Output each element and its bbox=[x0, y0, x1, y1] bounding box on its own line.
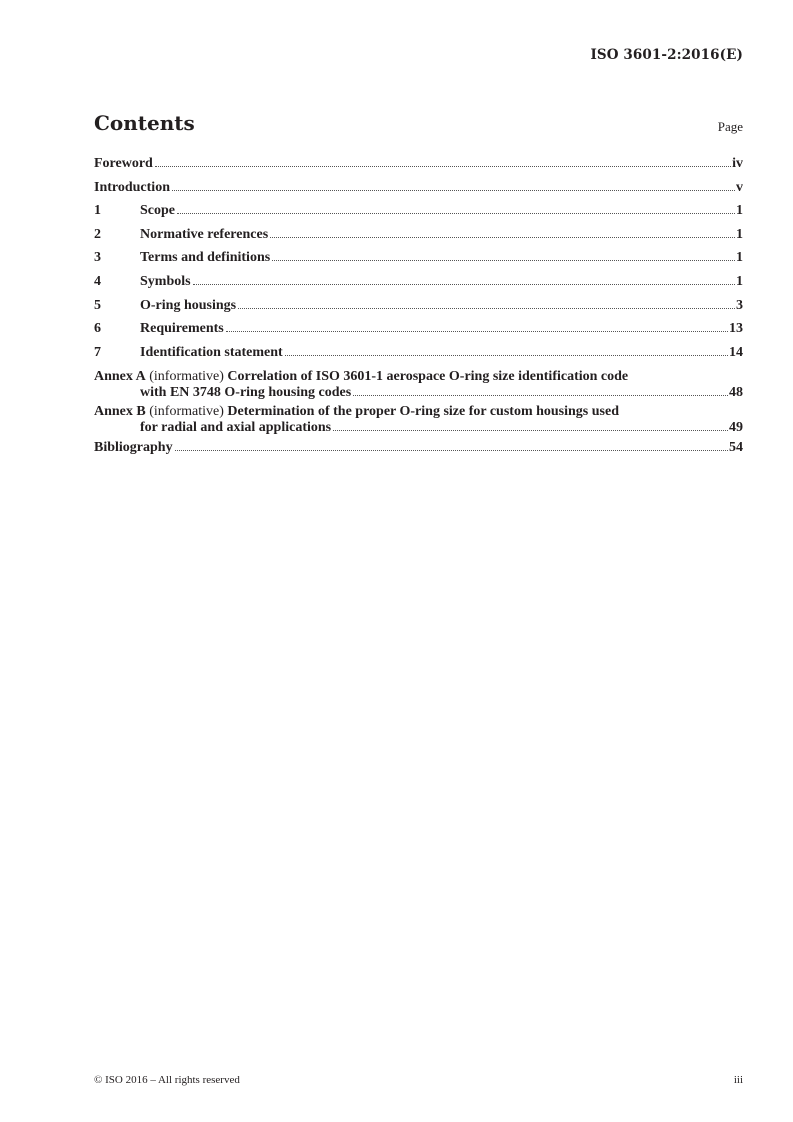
annex-type: (informative) bbox=[149, 369, 224, 385]
toc-entry-title: Normative references bbox=[140, 226, 269, 242]
annex-title: Correlation of ISO 3601-1 aerospace O-ring size identification code bbox=[227, 369, 629, 385]
document-id: ISO 3601-2:2016(E) bbox=[590, 47, 743, 63]
toc-entry-page: 3 bbox=[736, 297, 743, 313]
dot-leader bbox=[353, 395, 728, 396]
toc-entry-page: 48 bbox=[729, 385, 743, 401]
annex-type: (informative) bbox=[149, 404, 224, 420]
toc-entry-page: 1 bbox=[736, 250, 743, 266]
page-column-heading: Page bbox=[717, 119, 743, 134]
toc-entry-page: 1 bbox=[736, 273, 743, 289]
copyright-notice: © ISO 2016 – All rights reserved bbox=[94, 1074, 240, 1086]
toc-entry-number: 5 bbox=[94, 297, 101, 313]
toc-entry-page: 49 bbox=[729, 420, 743, 436]
toc-entry-terms-definitions[interactable] bbox=[94, 249, 743, 273]
toc-entry-annex-b[interactable] bbox=[94, 404, 743, 436]
toc-entry-title: Identification statement bbox=[140, 344, 283, 360]
toc-entry-title: Foreword bbox=[94, 156, 153, 171]
toc-entry-title: Requirements bbox=[140, 321, 224, 337]
toc-entry-o-ring-housings[interactable] bbox=[94, 297, 743, 321]
annex-title-continued: for radial and axial applications bbox=[140, 420, 332, 436]
annex-title: Determination of the proper O-ring size for custom housings used bbox=[227, 404, 619, 420]
dot-leader bbox=[238, 308, 735, 309]
toc-entry-title: O-ring housings bbox=[140, 297, 237, 313]
toc-entry-page: 14 bbox=[729, 344, 743, 360]
toc-entry-title: Symbols bbox=[140, 273, 191, 289]
dot-leader bbox=[226, 331, 728, 332]
annex-title-continued: with EN 3748 O-ring housing codes bbox=[140, 385, 352, 401]
toc-entry-title: Terms and definitions bbox=[140, 250, 271, 266]
table-of-contents bbox=[94, 155, 743, 463]
annex-label: Annex A bbox=[94, 369, 146, 385]
toc-entry-page: 13 bbox=[729, 321, 743, 337]
toc-entry-annex-a[interactable] bbox=[94, 369, 743, 401]
toc-entry-introduction[interactable] bbox=[94, 179, 743, 203]
toc-entry-scope[interactable] bbox=[94, 202, 743, 226]
toc-entry-number: 4 bbox=[94, 273, 101, 289]
toc-entry-foreword[interactable] bbox=[94, 155, 743, 179]
toc-entry-page: 1 bbox=[736, 203, 743, 219]
annex-label: Annex B bbox=[94, 404, 146, 420]
toc-entry-title: Introduction bbox=[94, 179, 170, 195]
toc-entry-number: 7 bbox=[94, 344, 101, 360]
toc-entry-bibliography[interactable] bbox=[94, 439, 743, 463]
toc-entry-page: iv bbox=[732, 156, 743, 171]
dot-leader bbox=[193, 284, 735, 285]
dot-leader bbox=[270, 237, 735, 238]
toc-entry-number: 3 bbox=[94, 250, 101, 266]
toc-entry-identification-statement[interactable] bbox=[94, 344, 743, 368]
dot-leader bbox=[177, 213, 735, 214]
contents-title: Contents bbox=[94, 111, 195, 135]
toc-entry-number: 1 bbox=[94, 203, 101, 219]
toc-entry-title: Bibliography bbox=[94, 440, 173, 456]
toc-entry-symbols[interactable] bbox=[94, 273, 743, 297]
toc-entry-normative-references[interactable] bbox=[94, 226, 743, 250]
dot-leader bbox=[172, 190, 735, 191]
dot-leader bbox=[272, 260, 735, 261]
toc-entry-page: v bbox=[736, 179, 743, 195]
toc-entry-number: 6 bbox=[94, 321, 101, 337]
toc-entry-requirements[interactable] bbox=[94, 320, 743, 344]
dot-leader bbox=[155, 166, 731, 167]
dot-leader bbox=[285, 355, 728, 356]
dot-leader bbox=[333, 430, 728, 431]
toc-entry-number: 2 bbox=[94, 226, 101, 242]
toc-entry-page: 54 bbox=[729, 440, 743, 456]
toc-entry-title: Scope bbox=[140, 203, 175, 219]
dot-leader bbox=[175, 450, 728, 451]
toc-entry-page: 1 bbox=[736, 226, 743, 242]
page-number: iii bbox=[733, 1074, 743, 1086]
